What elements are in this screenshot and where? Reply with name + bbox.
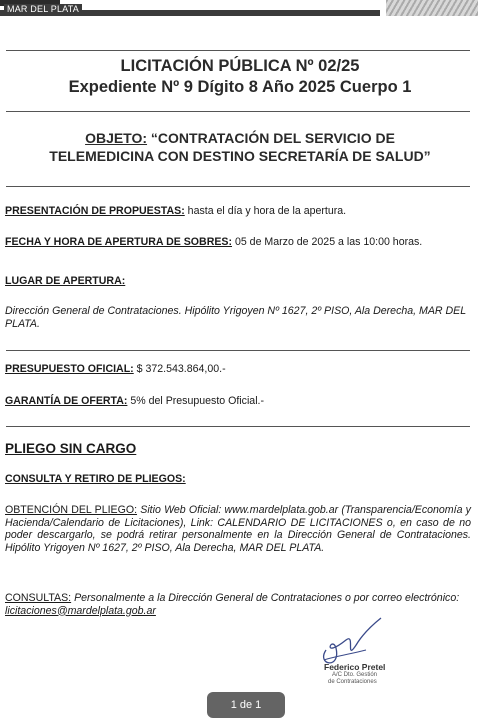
letterhead-logo <box>386 0 478 16</box>
garantia-text: 5% del Presupuesto Oficial.- <box>127 395 265 407</box>
divider <box>6 350 470 351</box>
presupuesto-paragraph <box>5 363 471 376</box>
consultas-label: CONSULTAS: <box>5 592 72 604</box>
presentacion-paragraph <box>5 205 471 218</box>
signature <box>296 610 446 685</box>
letterhead-label: MAR DEL PLATA <box>4 4 82 14</box>
file-number: Expediente Nº 9 Dígito 8 Año 2025 Cuerpo 1 <box>68 78 412 96</box>
signer-role-2: de Contrataciones <box>328 679 377 685</box>
page-indicator: 1 de 1 <box>207 692 285 718</box>
pliego-title: PLIEGO SIN CARGO <box>5 441 137 456</box>
tender-title: LICITACIÓN PÚBLICA Nº 02/25 <box>120 57 360 75</box>
signer-role-1: A/C Dto. Gestión <box>332 672 378 678</box>
obtencion-label: OBTENCIÓN DEL PLIEGO: <box>5 504 138 516</box>
fecha-paragraph <box>5 236 471 249</box>
fecha-label: FECHA Y HORA DE APERTURA DE SOBRES: <box>5 236 233 248</box>
signer-name: Federico Pretel <box>324 662 386 672</box>
divider <box>6 50 470 51</box>
objeto-line1 <box>0 130 480 147</box>
obtencion-paragraph <box>5 504 471 554</box>
objeto-text1: “CONTRATACIÓN DEL SERVICIO DE <box>147 130 395 146</box>
objeto-label: OBJETO: <box>85 130 148 146</box>
lugar-heading: LUGAR DE APERTURA: <box>5 275 126 287</box>
email-link[interactable]: licitaciones@mardelplata.gob.ar <box>5 604 156 617</box>
letterhead <box>0 0 480 18</box>
garantia-label: GARANTÍA DE OFERTA: <box>5 395 128 407</box>
presentacion-text: hasta el día y hora de la apertura. <box>184 205 347 217</box>
fecha-text: 05 de Marzo de 2025 a las 10:00 horas. <box>232 236 423 248</box>
divider <box>6 426 470 427</box>
objeto-line2: TELEMEDICINA CON DESTINO SECRETARÍA DE SALUD” <box>49 148 431 164</box>
presentacion-label: PRESENTACIÓN DE PROPUESTAS: <box>5 205 185 217</box>
presupuesto-text: $ 372.543.864,00.- <box>133 363 226 375</box>
garantia-paragraph <box>5 395 471 408</box>
consultas-text: Personalmente a la Dirección General de Contrataciones o por correo electrónico: <box>71 592 460 604</box>
presupuesto-label: PRESUPUESTO OFICIAL: <box>5 363 134 375</box>
divider <box>6 111 470 112</box>
consulta-heading: CONSULTA Y RETIRO DE PLIEGOS: <box>5 473 186 485</box>
divider <box>6 186 470 187</box>
obtencion-text: Sitio Web Oficial: www.mardelplata.gob.ar (Transparencia/Economía y Hacienda/Calendario de Licitaciones), Link: CALENDARIO DE LICITACIONES o, en caso de no poder descargarlo, se podrá retirar personalmente en la Dirección General de Contrataciones. Hipólito Yrigoyen Nº 1627, 2º PISO, Ala Derecha, MAR DEL PLATA. <box>5 504 471 554</box>
lugar-text: Dirección General de Contrataciones. Hipólito Yrigoyen Nº 1627, 2º PISO, Ala Derecha, MAR DEL PLATA. <box>5 305 466 330</box>
